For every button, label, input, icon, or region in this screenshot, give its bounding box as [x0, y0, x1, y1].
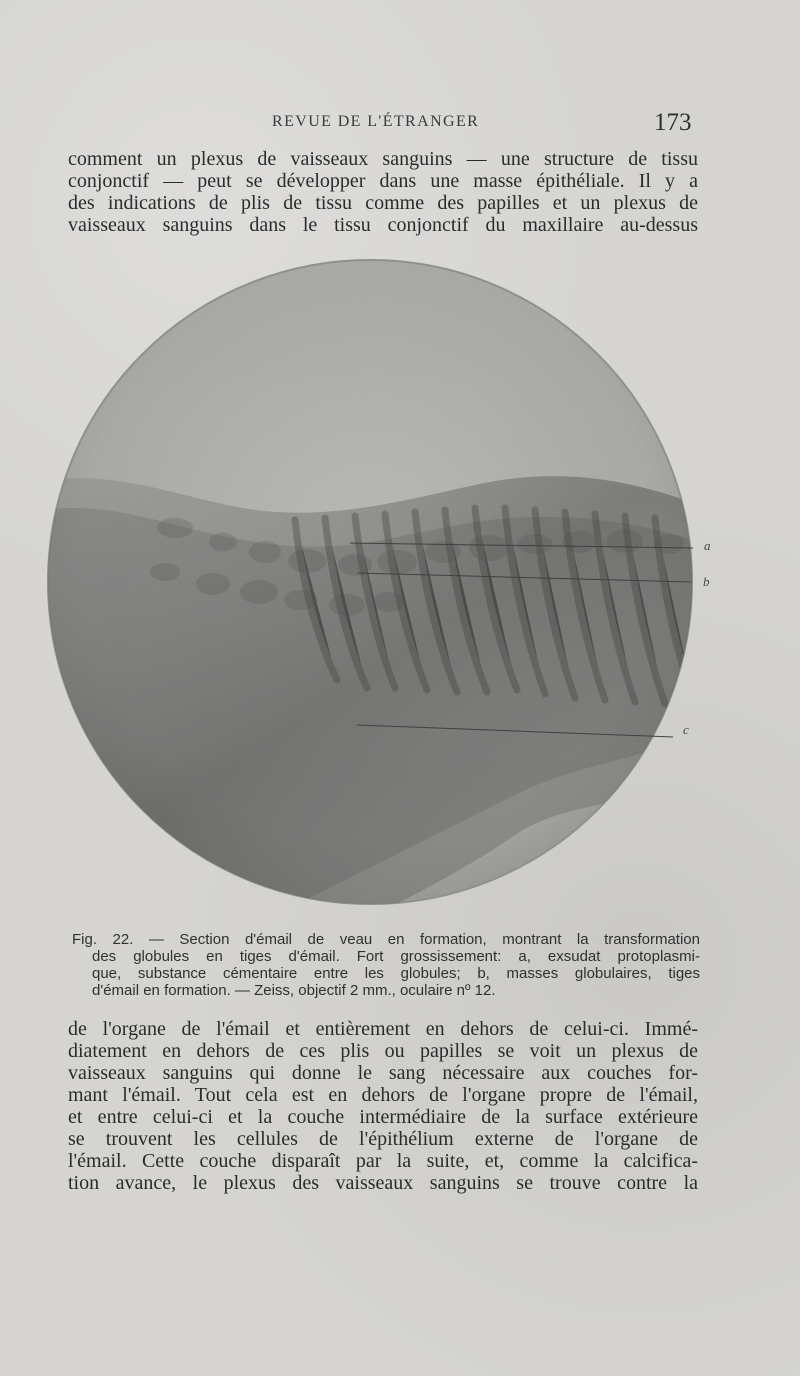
caption-line: Fig. 22. — Section d'émail de veau en formation, montrant la transformation [72, 931, 700, 948]
paragraph-line: et entre celui-ci et la couche intermédiaire de la surface extérieure [68, 1106, 698, 1128]
caption-line: d'émail en formation. — Zeiss, objectif 2 mm., oculaire nº 12. [92, 982, 496, 999]
paragraph-line: vaisseaux sanguins qui donne le sang nécessaire aux couches for- [68, 1062, 698, 1084]
paragraph-line: se trouvent les cellules de l'épithélium externe de l'organe de [68, 1128, 698, 1150]
paragraph-line: comment un plexus de vaisseaux sanguins — une structure de tissu [68, 148, 698, 170]
figure-label-b: b [703, 574, 710, 589]
caption-line: que, substance cémentaire entre les globules; b, masses globulaires, tiges [92, 965, 700, 982]
paragraph-line: conjonctif — peut se développer dans une masse épithéliale. Il y a [68, 170, 698, 192]
paragraph-line: diatement en dehors de ces plis ou papilles se voit un plexus de [68, 1040, 698, 1062]
paragraph-line: vaisseaux sanguins dans le tissu conjonctif du maxillaire au-dessus [68, 214, 698, 236]
page-header [0, 109, 800, 141]
tissue-layer [45, 250, 735, 920]
microscope-section-image [45, 250, 735, 920]
page-number: 173 [654, 109, 692, 136]
caption-line: des globules en tiges d'émail. Fort grossissement: a, exsudat protoplasmi- [92, 948, 700, 965]
figure-caption [72, 931, 700, 999]
paragraph-line: mant l'émail. Tout cela est en dehors de l'organe propre de l'émail, [68, 1084, 698, 1106]
top-paragraph [68, 148, 698, 236]
paragraph-line: de l'organe de l'émail et entièrement en dehors de celui-ci. Immé- [68, 1018, 698, 1040]
paragraph-line: l'émail. Cette couche disparaît par la suite, et, comme la calcifica- [68, 1150, 698, 1172]
figure-label-c: c [683, 722, 689, 737]
paragraph-line: tion avance, le plexus des vaisseaux sanguins se trouve contre la [68, 1172, 698, 1194]
figure-label-a: a [704, 538, 711, 553]
microscope-figure [45, 250, 735, 920]
running-title: REVUE DE L'ÉTRANGER [272, 113, 480, 130]
bottom-paragraph [68, 1018, 698, 1194]
paragraph-line: des indications de plis de tissu comme des papilles et un plexus de [68, 192, 698, 214]
